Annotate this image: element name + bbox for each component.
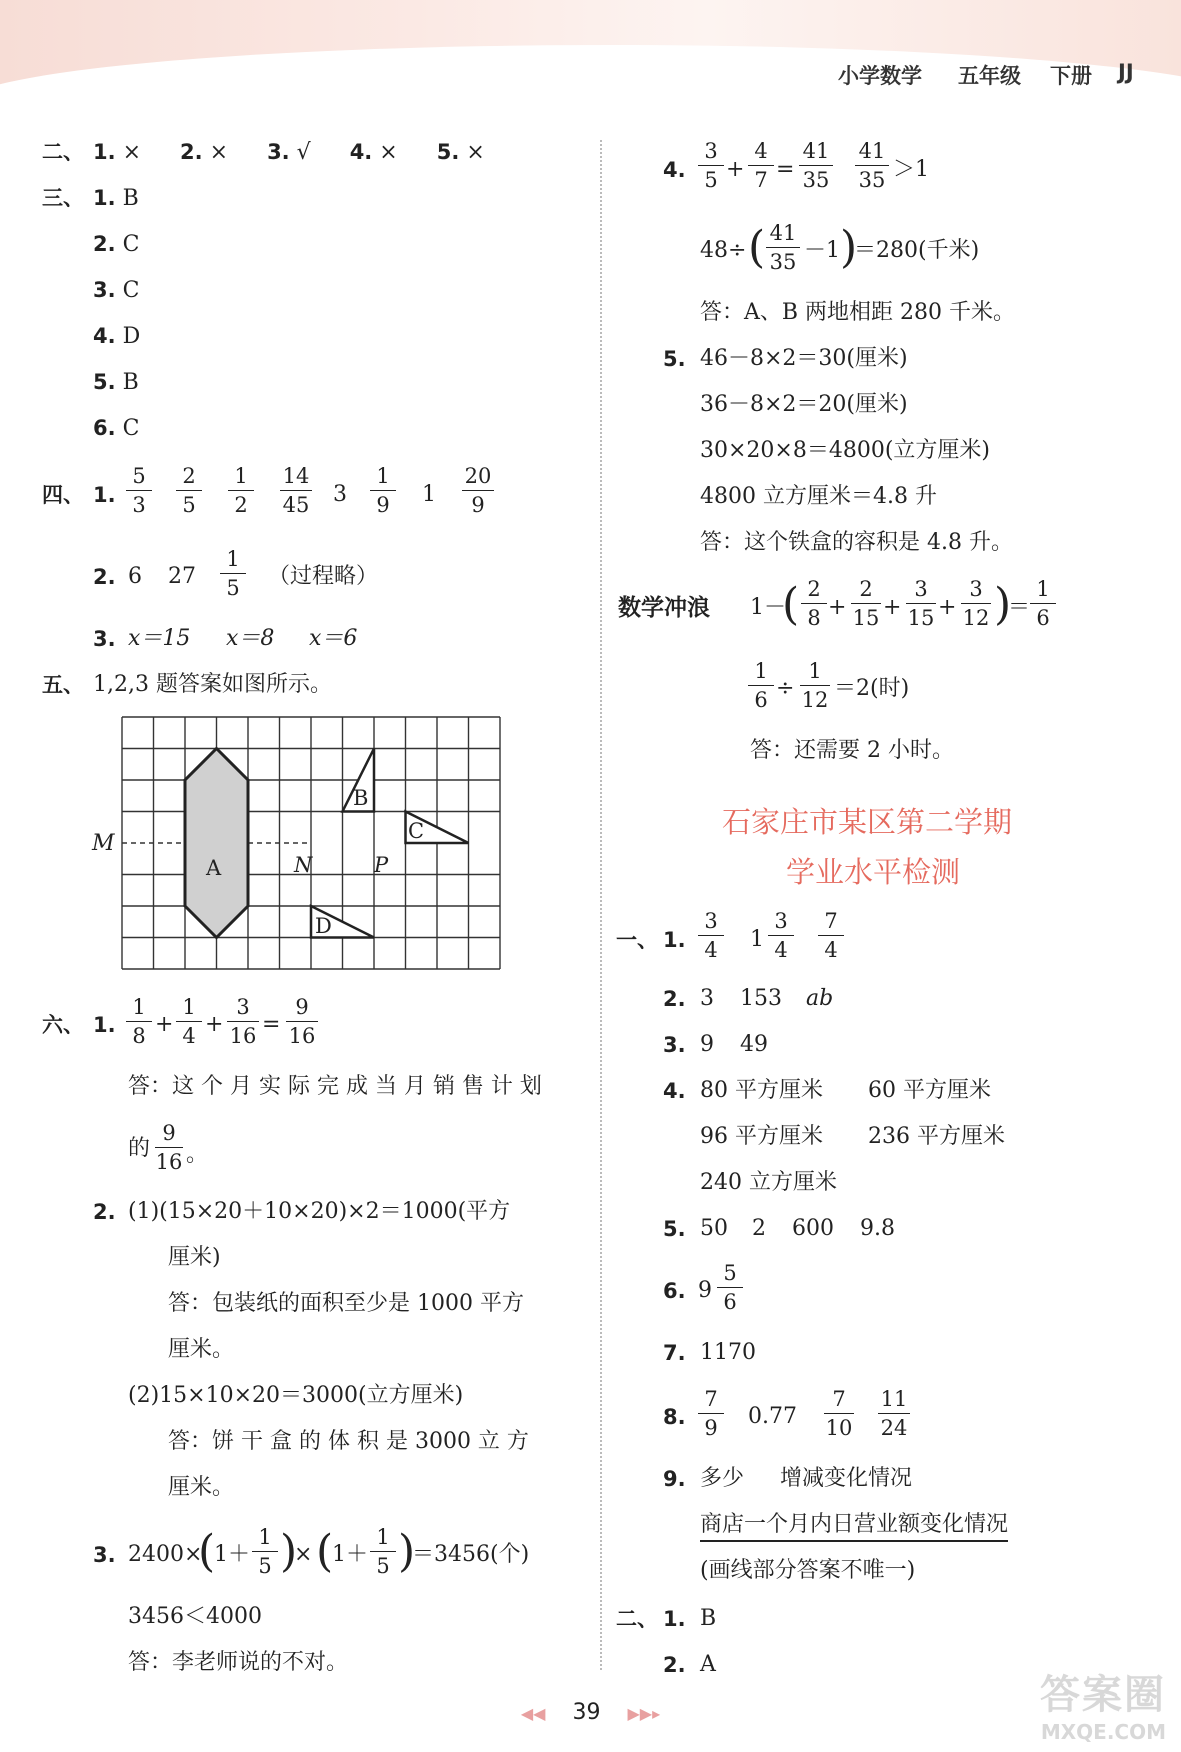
whole-number: 3: [333, 482, 347, 507]
fraction: 1 5: [216, 548, 250, 599]
r-q5-line: 4800 立方厘米＝4.8 升: [700, 484, 937, 509]
fraction: 1 6: [1026, 578, 1060, 629]
s3-item: 2. C: [93, 232, 140, 257]
fraction: 1 12: [801, 659, 829, 712]
s6-q3-pre: 2400×: [128, 1542, 203, 1567]
s4-q3-num: 3.: [93, 627, 116, 651]
t1-q9-b: 增减变化情况: [780, 1466, 913, 1491]
t1-q6-num: 6.: [663, 1279, 686, 1303]
s6-q2-num: 2.: [93, 1200, 116, 1224]
plus: +: [938, 595, 957, 620]
s4-q2-num: 2.: [93, 565, 116, 589]
t1-label: 一、: [616, 928, 658, 952]
t1-q9-note: (画线部分答案不唯一): [700, 1558, 916, 1583]
r-q5-line: 46－8×2＝30(厘米): [700, 346, 908, 371]
r-q4-gt: ＞1: [893, 157, 929, 182]
s6-q1-num: 1.: [93, 1013, 116, 1037]
volume-label: 下册: [1050, 64, 1092, 88]
fraction: 1 6: [744, 660, 778, 711]
watermark-sub: MXQE.COM: [1040, 1720, 1166, 1744]
fraction: 7 9: [694, 1388, 728, 1439]
t2-q2-a: A: [700, 1652, 716, 1677]
paren-open: (: [748, 222, 766, 273]
paren-close: ): [840, 222, 858, 273]
r-q4-answer: 答：A、B 两地相距 280 千米。: [700, 300, 1016, 325]
fraction: 11 24: [874, 1388, 914, 1439]
fraction: 2 15: [852, 577, 880, 630]
fraction: 41 35: [795, 140, 837, 191]
s4-q2-a: 6: [128, 564, 142, 589]
s4-q2-b: 27: [168, 564, 196, 589]
fraction: 3 12: [962, 577, 990, 630]
t1-q4-line: 236 平方厘米: [868, 1124, 1005, 1149]
subject-label: 小学数学: [838, 64, 922, 88]
s3-item: 4. D: [93, 324, 141, 349]
s6-q2-line: 厘米。: [168, 1337, 235, 1362]
fraction: 41 35: [762, 222, 804, 273]
paren-open: (: [316, 1526, 334, 1577]
mixed-whole: 9: [698, 1278, 712, 1303]
fraction: 2 5: [172, 465, 206, 516]
fraction: 1 4: [172, 996, 206, 1047]
t1-q3-num: 3.: [663, 1033, 686, 1057]
s6-q2-line: 厘米。: [168, 1475, 235, 1500]
s4-q3-c: x＝6: [309, 626, 358, 651]
t1-q4-line: 240 立方厘米: [700, 1170, 837, 1195]
label-a: A: [206, 856, 222, 880]
t1-q2-b: 153: [740, 986, 782, 1011]
column-divider: [600, 140, 602, 1670]
fraction: 1 8: [122, 996, 156, 1047]
t1-q4-line: 80 平方厘米: [700, 1078, 823, 1103]
s4-q3-a: x＝15: [128, 626, 191, 651]
equals: =: [262, 1012, 281, 1037]
page-number: 39: [572, 1700, 601, 1725]
plus: +: [155, 1012, 174, 1037]
t1-q3-a: 9: [700, 1032, 714, 1057]
label-d: D: [315, 914, 332, 938]
divide: ÷: [776, 676, 795, 701]
section-4-label: 四、: [42, 483, 84, 507]
t1-q2-a: 3: [700, 986, 714, 1011]
s6-q1-period: 。: [186, 1142, 209, 1167]
paren-open: (: [198, 1526, 216, 1577]
exam-title-1: 石家庄市某区第二学期: [722, 805, 1013, 839]
r-q5-num: 5.: [663, 347, 686, 371]
plus: +: [883, 595, 902, 620]
prev-arrows-icon: ◀◀: [520, 1704, 546, 1723]
grid-figure: [90, 712, 510, 982]
t1-q4-line: 96 平方厘米: [700, 1124, 823, 1149]
paren-close: ): [994, 579, 1012, 630]
equals: =: [776, 157, 795, 182]
fraction: 7 4: [814, 910, 848, 961]
t2-label: 二、: [616, 1607, 658, 1631]
t1-q9-a: 多少: [700, 1466, 745, 1491]
section-3-label: 三、: [42, 186, 84, 210]
s5-text: 1,2,3 题答案如图所示。: [93, 672, 332, 697]
next-arrows-icon: ▶▶▸: [627, 1704, 661, 1723]
s6-q3-line: 3456＜4000: [128, 1604, 262, 1629]
label-n: N: [294, 853, 313, 877]
fraction: 9 16: [282, 996, 322, 1047]
t1-q5-b: 2: [752, 1216, 766, 1241]
fraction: 3 16: [223, 996, 263, 1047]
fraction: 1 5: [366, 1526, 400, 1577]
fraction: 7 10: [825, 1387, 853, 1440]
mixed-whole: 1: [750, 927, 764, 952]
t1-q9-num: 9.: [663, 1467, 686, 1491]
fraction: 1 2: [224, 465, 258, 516]
t2-q2-num: 2.: [663, 1653, 686, 1677]
s3-item: 5. B: [93, 370, 139, 395]
wave-pre: 1－: [750, 595, 786, 620]
t1-q4-line: 60 平方厘米: [868, 1078, 991, 1103]
r-q4-l2post: ＝280(千米): [854, 238, 980, 263]
s6-q3-line: 答：李老师说的不对。: [128, 1650, 349, 1675]
t1-q7-a: 1170: [700, 1340, 756, 1365]
r-q4-l2pre: 48÷: [700, 238, 747, 263]
wave-eq: ＝: [1008, 595, 1031, 620]
plus: +: [828, 595, 847, 620]
section-6-label: 六、: [42, 1013, 84, 1037]
s6-q2-line: (1)(15×20＋10×20)×2＝1000(平方: [128, 1199, 511, 1224]
t1-q5-c: 600: [792, 1216, 834, 1241]
t1-q2-num: 2.: [663, 987, 686, 1011]
watermark: [1040, 1663, 1166, 1744]
wave-answer: 答：还需要 2 小时。: [750, 738, 954, 763]
r-q5-line: 答：这个铁盒的容积是 4.8 升。: [700, 530, 1013, 555]
s6-q2-line: (2)15×10×20＝3000(立方厘米): [128, 1383, 464, 1408]
fraction: 14 45: [276, 465, 316, 516]
s3-item: 6. C: [93, 416, 140, 441]
t2-q1-a: B: [700, 1606, 717, 1631]
fraction: 3 15: [907, 577, 935, 630]
watermark-main: 答案圈: [1040, 1672, 1166, 1718]
label-p: P: [374, 853, 389, 877]
t1-q5-d: 9.8: [860, 1216, 895, 1241]
s6-q2-line: 厘米): [168, 1245, 221, 1270]
s6-q3-num: 3.: [93, 1543, 116, 1567]
paren-close: ): [280, 1526, 298, 1577]
label-b: B: [353, 786, 369, 810]
s6-q2-line: 答：包装纸的面积至少是 1000 平方: [168, 1291, 524, 1316]
s4-q2-note: （过程略）: [268, 564, 379, 589]
r-q5-line: 30×20×8＝4800(立方厘米): [700, 438, 991, 463]
plus: +: [726, 157, 745, 182]
plus: +: [205, 1012, 224, 1037]
s6-q3-res: ＝3456(个): [412, 1542, 530, 1567]
t1-q1-num: 1.: [663, 928, 686, 952]
t2-q1-num: 1.: [663, 1607, 686, 1631]
fraction: 3 4: [694, 910, 728, 961]
fraction: 1 9: [366, 465, 400, 516]
t1-q5-num: 5.: [663, 1217, 686, 1241]
exam-title-2: 学业水平检测: [786, 855, 961, 889]
t1-q4-num: 4.: [663, 1079, 686, 1103]
s3-item: 3. C: [93, 278, 140, 303]
t1-q8-a: 0.77: [748, 1404, 797, 1429]
paren-close: ): [398, 1526, 416, 1577]
s6-q3-times: ×: [294, 1542, 313, 1567]
grade-label: 五年级: [958, 64, 1021, 88]
t1-q8-num: 8.: [663, 1405, 686, 1429]
s3-item: 1. B: [93, 186, 139, 211]
r-q4-l2mid: －1: [804, 238, 840, 263]
fraction: 1 5: [248, 1526, 282, 1577]
whole-number: 1: [422, 482, 436, 507]
t1-q9-underlined: 商店一个月内日营业额变化情况: [700, 1510, 1008, 1542]
section-2-label: 二、: [42, 140, 84, 164]
s4-q3-b: x＝8: [226, 626, 275, 651]
fraction: 2 8: [797, 578, 831, 629]
fraction: 5 3: [122, 465, 156, 516]
fraction: 9 16: [155, 1121, 183, 1174]
r-q4-num: 4.: [663, 158, 686, 182]
t1-q3-b: 49: [740, 1032, 768, 1057]
page-footer: [0, 1700, 1181, 1725]
s6-q3-one2: 1＋: [332, 1542, 368, 1567]
s6-q1-answer: 答：这 个 月 实 际 完 成 当 月 销 售 计 划: [128, 1074, 542, 1099]
shape-a: [185, 749, 248, 938]
s4-q1-num: 1.: [93, 483, 116, 507]
t1-q5-a: 50: [700, 1216, 728, 1241]
section-5-label: 五、: [42, 673, 84, 697]
edition-label: JJ: [1118, 60, 1134, 84]
fraction: 5 6: [713, 1262, 747, 1313]
paren-open: (: [782, 579, 800, 630]
fraction: 4 7: [744, 140, 778, 191]
s6-q1-answer-end: 的: [128, 1136, 151, 1161]
fraction: 3 4: [764, 910, 798, 961]
s2-row: 1. × 2. × 3. √ 4. × 5. ×: [93, 140, 485, 165]
math-wave-label: 数学冲浪: [618, 595, 710, 621]
t1-q2-c: ab: [806, 986, 834, 1011]
s6-q2-line: 答：饼 干 盒 的 体 积 是 3000 立 方: [168, 1429, 529, 1454]
label-m: M: [92, 831, 115, 856]
wave-l2post: ＝2(时): [834, 676, 910, 701]
fraction: 20 9: [458, 465, 498, 516]
label-c: C: [408, 819, 425, 843]
r-q5-line: 36－8×2＝20(厘米): [700, 392, 908, 417]
t1-q7-num: 7.: [663, 1341, 686, 1365]
s6-q3-one: 1＋: [214, 1542, 250, 1567]
fraction: 3 5: [694, 140, 728, 191]
fraction: 41 35: [851, 140, 893, 191]
